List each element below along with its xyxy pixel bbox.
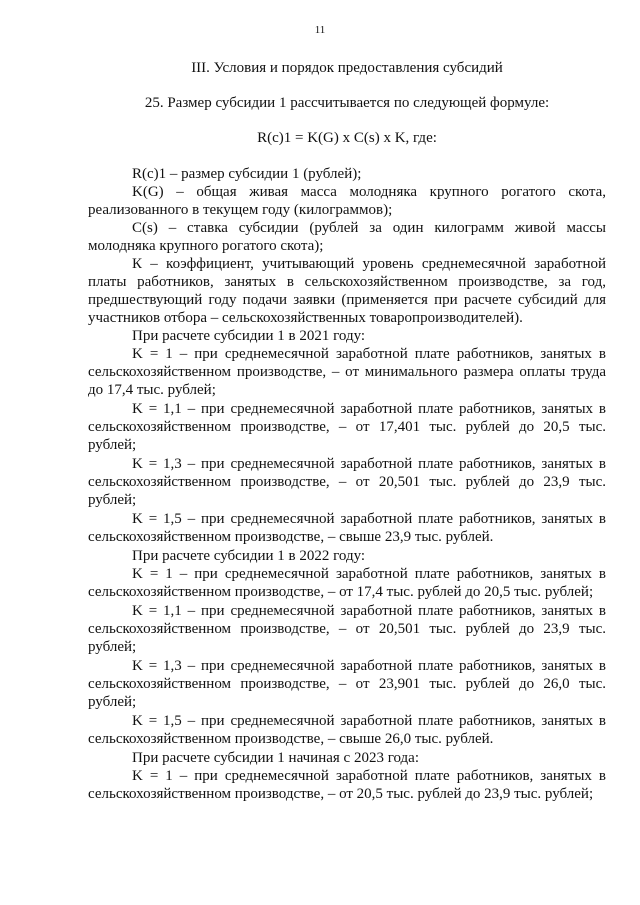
k-2021-1: K = 1 – при среднемесячной заработной плате работников, занятых в сельскохозяйственном производстве, – от минимального размера оплаты труда до 17,4 тыс. рублей;: [88, 346, 606, 398]
k-2021-3: K = 1,3 – при среднемесячной заработной плате работников, занятых в сельскохозяйственном производстве, – от 20,501 тыс. рублей до 23,9 тыс. рублей;: [88, 456, 606, 508]
definition-cs: C(s) – ставка субсидии (рублей за один килограмм живой массы молодняка крупного рогатого скота);: [88, 220, 606, 254]
k-2021-4: K = 1,5 – при среднемесячной заработной плате работников, занятых в сельскохозяйственном производстве, – свыше 23,9 тыс. рублей.: [88, 511, 606, 545]
k-2022-4: K = 1,5 – при среднемесячной заработной плате работников, занятых в сельскохозяйственном производстве, – свыше 26,0 тыс. рублей.: [88, 713, 606, 747]
k-2022-1: K = 1 – при среднемесячной заработной плате работников, занятых в сельскохозяйственном производстве, – от 17,4 тыс. рублей до 20,5 тыс. рублей;: [88, 566, 606, 600]
document-content: [88, 59, 606, 804]
section-2021-title: При расчете субсидии 1 в 2021 году:: [132, 328, 366, 344]
k-2022-3: K = 1,3 – при среднемесячной заработной плате работников, занятых в сельскохозяйственном производстве, – от 23,901 тыс. рублей до 26,0 тыс. рублей;: [88, 658, 606, 710]
k-2023-1: K = 1 – при среднемесячной заработной плате работников, занятых в сельскохозяйственном производстве, – от 20,5 тыс. рублей до 23,9 тыс. рублей;: [88, 768, 606, 802]
section-2023-title: При расчете субсидии 1 начиная с 2023 года:: [132, 750, 420, 766]
definition-kg: K(G) – общая живая масса молодняка крупного рогатого скота, реализованного в текущем году (килограммов);: [88, 184, 606, 218]
clause-intro: 25. Размер субсидии 1 рассчитывается по следующей формуле:: [144, 95, 550, 111]
k-2022-2: K = 1,1 – при среднемесячной заработной плате работников, занятых в сельскохозяйственном производстве, – от 20,501 тыс. рублей до 23,9 тыс. рублей;: [88, 603, 606, 655]
section-2022-title: При расчете субсидии 1 в 2022 году:: [132, 548, 366, 564]
k-2021-2: K = 1,1 – при среднемесячной заработной плате работников, занятых в сельскохозяйственном производстве, – от 17,401 тыс. рублей до 20,5 тыс. рублей;: [88, 401, 606, 453]
section-heading: III. Условия и порядок предоставления субсидий: [191, 60, 503, 76]
page-number: 11: [314, 24, 326, 36]
definition-rc1: R(c)1 – размер субсидии 1 (рублей);: [132, 166, 362, 182]
subsidy-formula: R(c)1 = K(G) x C(s) x K, где:: [257, 130, 437, 146]
definition-k: К – коэффициент, учитывающий уровень среднемесячной заработной платы работников, занятых в сельскохозяйственном производстве, за год, предшествующий году подачи заявки (применяется при расчете субсидий для участников отбора – сельскохозяйственных товаропроизводителей).: [88, 256, 606, 326]
